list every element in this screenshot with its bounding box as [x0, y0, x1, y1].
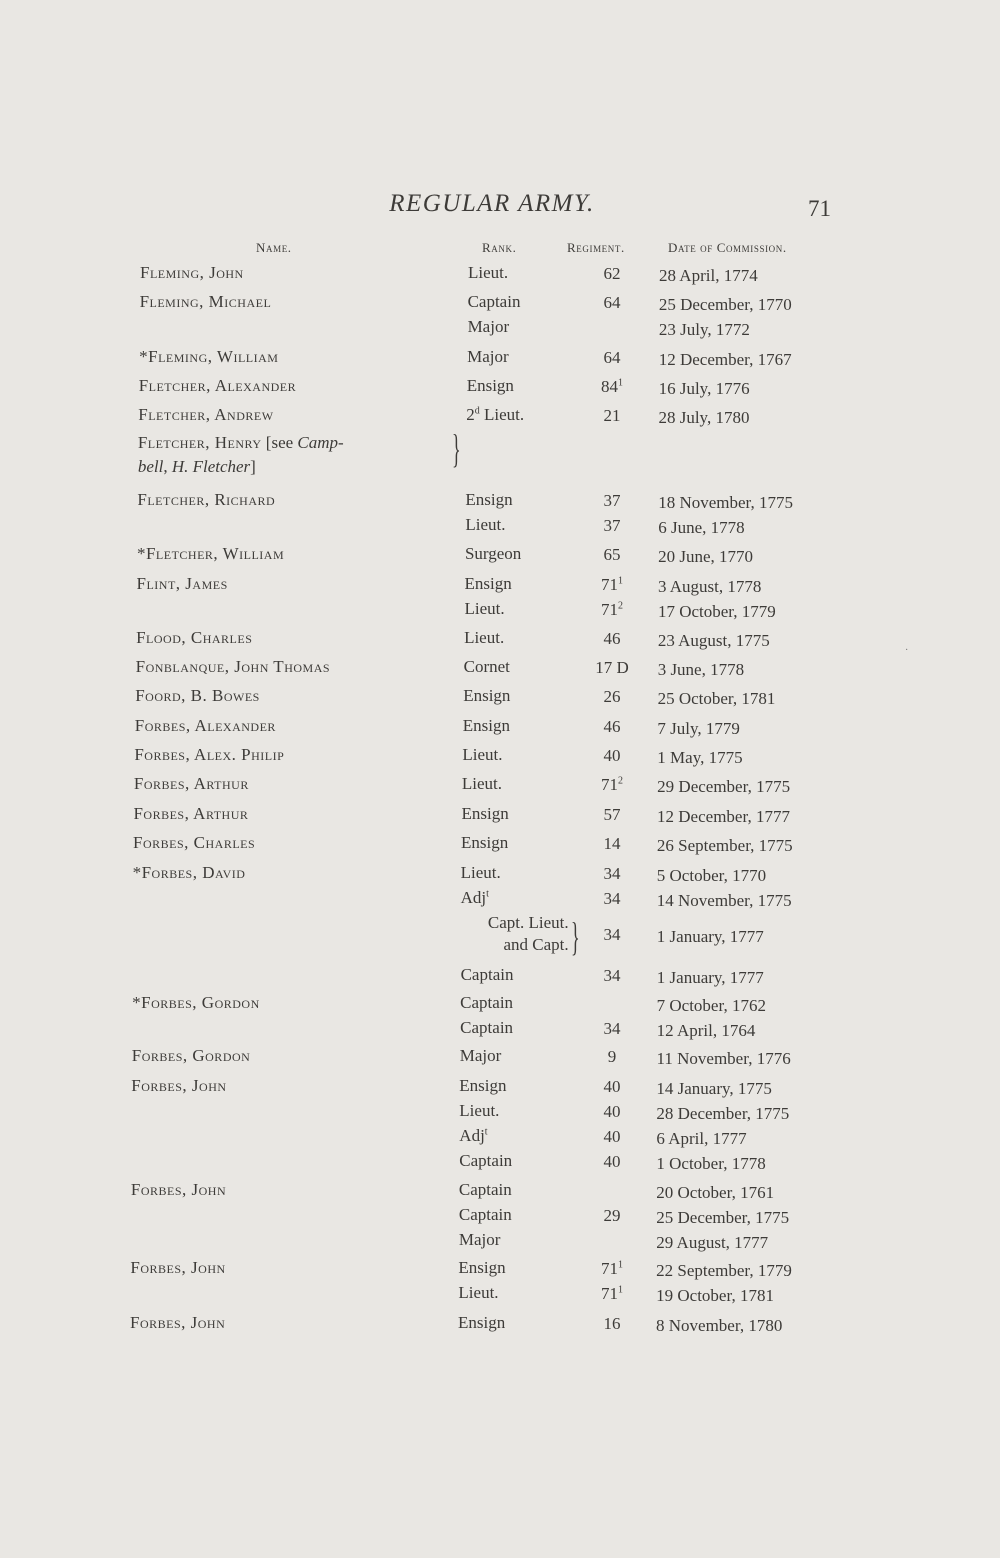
commission-line: [0, 833, 1000, 859]
commission-line: [0, 1126, 1000, 1152]
regiment: [582, 406, 642, 426]
rank: [462, 774, 502, 794]
officer-name-cross-reference: [138, 433, 344, 477]
commission-line: [0, 405, 1000, 431]
regiment-number: 34: [603, 1019, 621, 1038]
commission-date: 5 October, 1770: [656, 866, 767, 885]
commission-line: [0, 1151, 1000, 1177]
rank-text: Captain: [460, 1018, 514, 1037]
rank-text: Ensign: [466, 376, 514, 395]
officer-name: Fleming, Michael: [139, 292, 272, 311]
column-header-rank: Rank.: [482, 240, 517, 255]
officer-name: Fletcher, Alexander: [138, 376, 297, 395]
regiment-number: 17 D: [595, 658, 629, 677]
regiment-battalion: 1: [618, 575, 623, 587]
rank: [459, 1101, 499, 1121]
regiment-number: 16: [603, 1314, 621, 1333]
commission-line: [0, 574, 1000, 600]
rank: [461, 804, 508, 824]
rank-text: Lieut.: [465, 515, 506, 534]
commission-date: 14 November, 1775: [656, 891, 792, 910]
commission-line: [0, 1258, 1000, 1284]
commission-date: 28 December, 1775: [656, 1104, 790, 1123]
rank-text: Captain: [459, 1151, 513, 1170]
commission-line: [0, 1283, 1000, 1309]
regiment: [582, 966, 642, 986]
regiment: [582, 1152, 642, 1172]
commission-line: [0, 376, 1000, 402]
rank: [458, 1313, 505, 1333]
regiment: [582, 491, 642, 511]
rank: [461, 965, 514, 985]
rank-text: Major: [467, 347, 509, 366]
see-reference: [see: [261, 433, 298, 452]
rank: [459, 1205, 512, 1225]
rank-text: Ensign: [458, 1313, 506, 1332]
officer-name: Forbes, Arthur: [133, 774, 249, 793]
see-reference-name: bell: [137, 457, 164, 476]
commission-date: 20 June, 1770: [658, 547, 753, 566]
commission-line: [0, 1018, 1000, 1044]
commission-line: [0, 716, 1000, 742]
rank-text: Major: [467, 317, 510, 336]
commission-date: 20 October, 1761: [656, 1183, 775, 1202]
commission-date: 1 October, 1778: [656, 1154, 766, 1173]
regiment-number: 71: [601, 775, 618, 794]
regiment: [582, 1102, 642, 1122]
regiment: [582, 377, 642, 397]
officer-name: Forbes, John: [130, 1258, 226, 1277]
regiment-number: 21: [603, 406, 621, 425]
commission-line: [0, 993, 1000, 1019]
regiment-number: 40: [603, 1127, 621, 1146]
regiment: [582, 1206, 642, 1226]
see-reference-name: Camp-: [297, 433, 344, 452]
regiment: [582, 516, 642, 536]
column-header-date: Date of Commission.: [668, 240, 787, 255]
bracket: ]: [250, 457, 256, 476]
separator: ,: [163, 457, 172, 476]
officer-name: Fleming, John: [140, 263, 244, 282]
rank-text: Lieut.: [464, 628, 505, 647]
regiment: 34: [603, 925, 621, 944]
commission-line: [0, 686, 1000, 712]
commission-line: [0, 888, 1000, 914]
commission-date: 23 August, 1775: [657, 631, 770, 650]
regiment: [582, 293, 642, 313]
commission-date: 3 June, 1778: [657, 660, 745, 679]
regiment: [582, 1314, 642, 1334]
rank-text: Ensign: [461, 833, 509, 852]
officer-name: Forbes, Alex. Philip: [134, 745, 285, 764]
rank: [465, 490, 512, 510]
rank: [461, 888, 489, 908]
regiment: [582, 805, 642, 825]
commission-date: 18 November, 1775: [658, 493, 794, 512]
rank-text: Lieut.: [462, 745, 503, 764]
regiment-number: 71: [601, 1284, 618, 1303]
name-line-1: [138, 433, 344, 453]
rank-line-1: Capt. Lieut.: [487, 913, 569, 932]
rank-text: Captain: [460, 993, 514, 1012]
regiment: [582, 864, 642, 884]
commission-date: 6 April, 1777: [656, 1129, 747, 1148]
rank-line-2: and Capt.: [503, 935, 569, 954]
regiment-number: 57: [603, 805, 621, 824]
commission-date: 23 July, 1772: [658, 320, 750, 339]
officer-name: Forbes, Alexander: [134, 716, 276, 735]
rank: [463, 686, 510, 706]
officer-name: Forbes, Arthur: [133, 804, 249, 823]
rank-text: Captain: [458, 1180, 512, 1199]
regiment-number: 40: [603, 1077, 621, 1096]
regiment: [582, 658, 642, 678]
rank: [464, 657, 510, 677]
rank: [466, 405, 524, 425]
officer-name: Foord, B. Bowes: [135, 686, 260, 705]
rank: [459, 1126, 487, 1146]
rank-text: Ensign: [465, 490, 513, 509]
rank-text: Captain: [458, 1205, 512, 1224]
officer-name: Forbes, John: [130, 1313, 226, 1332]
officer-name: *Forbes, Gordon: [132, 993, 260, 1012]
commission-date: 22 September, 1779: [656, 1261, 792, 1280]
column-header-name: Name.: [256, 240, 292, 255]
officer-name: Flint, James: [136, 574, 228, 593]
regiment: [582, 687, 642, 707]
rank-text: Captain: [460, 965, 514, 984]
rank: [465, 574, 512, 594]
book-page: REGULAR ARMY. 71 Name. Rank. Regiment. Date of Commission. Fleming, John Lieut. 62 28 April, 1774 Fleming, Michael Captain 64 25 December, 1770 Major 23 July, 1772 *Fleming, William Major 64 12 December, 1767 Fletcher, Alexander Ensign $84^1$ 16 July, 1776 Fletcher, Andrew 2$^d$ Lieut. 21 28 July, 1780 Fletcher, Henry [see Camp- bell, H. Fletcher] } Fletcher, Richard Ensign 37 18 November, 1775 Lieut. 37 6 June, 1778 *Fletcher, William Surgeon 65 20 June, 1770 Flint, James Ensign $71^1$ 3 August, 1778 Lieut. $71^2$ 17 October, 1779 Flood, Charles Lieut. 46 23 August, 1775 Fonblanque, John Thomas Cornet 17 D 3 June, 1778 Foord, B. Bowes Ensign 26 25 October, 1781 Forbes, Alexander Ensign 46 7 July, 1779 Forbes, Alex. Philip Lieut. 40 1 May, 1775 Forbes, Arthur Lieut. $71^2$ 29 December, 1775 Forbes, Arthur Ensign 57 12 December, 1777 Forbes, Charles Ensign 14 26 September, 1775 *Forbes, David Lieut. 34 5 October, 1770 Adj$^t$ 34 14 November, 1775 Capt. Lieut. and Capt. } 34 1 January, 1777 Captain 34 1 January, 1777 *Forbes, Gordon Captain 7 October, 1762 Captain 34 12 April, 1764 Forbes, Gordon Major 9 11 November, 1776 Forbes, John Ensign 40 14 January, 1775 Lieut. 40 28 December, 1775 Adj$^t$ 40 6 April, 1777 Captain 40 1 October, 1778 Forbes, John Captain 20 October, 1761 Captain 29 25 December, 1775 Major 29 August, 1777 Forbes, John Ensign $71^1$ 22 September, 1779 Lieut. $71^1$ 19 October, 1781 Forbes, John Ensign 16 8 November, 1780 ·: [0, 0, 1000, 1558]
commission-date: 25 October, 1781: [657, 689, 776, 708]
rank-text: Ensign: [463, 686, 511, 705]
commission-line: [0, 1180, 1000, 1206]
regiment-number: 40: [603, 1102, 621, 1121]
commission-date: 7 July, 1779: [657, 719, 740, 738]
rank-superscript: t: [484, 1126, 488, 1138]
regiment-number: 37: [603, 491, 621, 510]
regiment-number: 71: [601, 600, 618, 619]
regiment-battalion: 1: [618, 1284, 623, 1296]
rank-text: 2: [466, 405, 475, 424]
regiment: [582, 1259, 642, 1279]
commission-line: [0, 628, 1000, 654]
commission-line: [0, 515, 1000, 541]
commission-line: [0, 317, 1000, 343]
officer-name: Forbes, John: [131, 1076, 227, 1095]
rank-text: Lieut.: [464, 599, 505, 618]
regiment: [582, 746, 642, 766]
brace-glyph: }: [452, 426, 461, 471]
regiment-number: 9: [607, 1047, 617, 1066]
rank-superscript: t: [486, 888, 489, 900]
commission-line: [0, 965, 1000, 991]
rank: [460, 1046, 502, 1066]
regiment-number: 26: [603, 687, 621, 706]
regiment: [582, 889, 642, 909]
officer-name: Forbes, Charles: [133, 833, 256, 852]
rank-text: Captain: [467, 292, 521, 311]
commission-line: [0, 1205, 1000, 1231]
commission-date: 17 October, 1779: [657, 602, 776, 621]
regiment: [582, 575, 642, 595]
rank: [459, 1230, 501, 1250]
commission-date: 25 December, 1770: [658, 295, 792, 314]
rank: [465, 544, 521, 564]
commission-date: 6 June, 1778: [658, 518, 745, 537]
regiment: [582, 600, 642, 620]
regiment-number: 64: [603, 348, 621, 367]
commission-line: [0, 1046, 1000, 1072]
commission-line: [0, 1101, 1000, 1127]
commission-date: 3 August, 1778: [657, 577, 762, 596]
regiment-battalion: 2: [618, 775, 623, 787]
commission-date: 1 January, 1777: [656, 927, 764, 946]
regiment: [582, 775, 642, 795]
officer-name: Fonblanque, John Thomas: [135, 657, 331, 676]
rank-text: Cornet: [463, 657, 510, 676]
rank: [459, 1180, 512, 1200]
commission-line: [0, 490, 1000, 516]
commission-date: 29 August, 1777: [656, 1233, 769, 1252]
commission-line: [0, 1230, 1000, 1256]
rank: [458, 1283, 498, 1303]
officer-name: Fletcher, Richard: [137, 490, 276, 509]
commission-line: [0, 347, 1000, 373]
commission-date: 12 December, 1777: [657, 807, 790, 826]
regiment: [582, 545, 642, 565]
regiment: [582, 1019, 642, 1039]
commission-date: 29 December, 1775: [657, 777, 791, 796]
rank: [465, 599, 505, 619]
commission-date: 12 December, 1767: [658, 350, 792, 369]
regiment-number: 46: [603, 629, 621, 648]
commission-date: 11 November, 1776: [656, 1049, 791, 1068]
regiment-number: 34: [603, 889, 621, 908]
regiment-number: 37: [603, 516, 621, 535]
commission-date: 12 April, 1764: [656, 1021, 756, 1040]
rank: [468, 292, 521, 312]
rank: [465, 515, 505, 535]
officer-name: *Fletcher, William: [136, 544, 285, 563]
commission-date: 1 January, 1777: [656, 968, 764, 987]
rank: [459, 1076, 506, 1096]
regiment-number: 34: [603, 864, 621, 883]
regiment-number: 40: [603, 746, 621, 765]
rank: [459, 1151, 512, 1171]
regiment-number: 62: [603, 264, 621, 283]
commission-line: [0, 745, 1000, 771]
regiment-number: 40: [603, 1152, 621, 1171]
brace-glyph: }: [570, 914, 580, 959]
regiment: [582, 348, 642, 368]
regiment-number: 34: [603, 966, 621, 985]
name-line-2: [138, 457, 344, 477]
rank: [458, 1258, 505, 1278]
rank-text: Major: [458, 1230, 501, 1249]
rank: [449, 913, 569, 955]
page-number: 71: [808, 196, 831, 221]
regiment: [582, 1077, 642, 1097]
regiment-number: 65: [603, 545, 621, 564]
officer-name: Forbes, Gordon: [131, 1046, 251, 1065]
commission-date: 16 July, 1776: [658, 379, 750, 398]
regiment-number: 29: [603, 1206, 621, 1225]
officer-name: *Fleming, William: [139, 347, 279, 366]
commission-date: 1 May, 1775: [657, 748, 743, 767]
rank: [461, 833, 508, 853]
column-header-regiment: Regiment.: [567, 240, 625, 255]
rank-superscript: d: [474, 405, 480, 417]
commission-line: [0, 863, 1000, 889]
regiment-battalion: 1: [618, 1259, 623, 1271]
regiment: [582, 1047, 642, 1067]
commission-date: 14 January, 1775: [656, 1079, 772, 1098]
commission-date: 25 December, 1775: [656, 1208, 790, 1227]
rank: [461, 863, 501, 883]
officer-name: Fletcher, Andrew: [138, 405, 274, 424]
commission-line: [0, 774, 1000, 800]
commission-line: [0, 1076, 1000, 1102]
officer-name: Flood, Charles: [136, 628, 253, 647]
rank-text: Ensign: [462, 716, 511, 735]
rank-text: Lieut.: [468, 263, 509, 282]
commission-line: [0, 263, 1000, 289]
officer-name: *Forbes, David: [132, 863, 246, 882]
rank: [460, 993, 513, 1013]
regiment-number: 71: [601, 575, 618, 594]
commission-line: [0, 1313, 1000, 1339]
regiment-battalion: 2: [618, 600, 623, 612]
rank: [467, 347, 509, 367]
regiment: [582, 717, 642, 737]
officer-name: Forbes, John: [130, 1180, 227, 1199]
commission-line: [0, 544, 1000, 570]
rank-text: Lieut.: [461, 774, 503, 793]
rank-text: Major: [459, 1046, 502, 1065]
commission-line: [0, 913, 1000, 959]
rank-text: Ensign: [458, 1258, 506, 1277]
commission-date: 19 October, 1781: [656, 1286, 774, 1305]
regiment-number: 84: [601, 377, 618, 396]
regiment: [582, 264, 642, 284]
rank-text: Surgeon: [464, 544, 522, 563]
regiment: [582, 629, 642, 649]
regiment-number: 14: [603, 834, 621, 853]
rank: [468, 317, 510, 337]
rank: [467, 376, 514, 396]
rank-text: Lieut.: [460, 863, 501, 882]
regiment: [582, 834, 642, 854]
commission-date: 28 April, 1774: [659, 266, 758, 285]
commission-line: [0, 292, 1000, 318]
regiment-battalion: 1: [618, 377, 623, 389]
regiment: [582, 1127, 642, 1147]
rank-text: Ensign: [459, 1076, 507, 1095]
regiment-number: 71: [601, 1259, 618, 1278]
rank: [460, 1018, 513, 1038]
commission-date: 8 November, 1780: [656, 1316, 783, 1335]
regiment-number: 46: [603, 717, 621, 736]
officer-name: Fletcher, Henry: [137, 433, 262, 452]
commission-date: 26 September, 1775: [656, 836, 793, 855]
rank-text: Lieut.: [459, 1101, 500, 1120]
rank: [468, 263, 508, 283]
rank-text: Ensign: [464, 574, 512, 593]
rank-text-rest: Lieut.: [479, 405, 525, 424]
rank: [464, 628, 504, 648]
commission-line: [0, 599, 1000, 625]
rank: [463, 716, 510, 736]
rank-text: Lieut.: [458, 1283, 499, 1302]
commission-line: [0, 657, 1000, 683]
regiment-number: 64: [603, 293, 621, 312]
commission-date: 7 October, 1762: [656, 996, 766, 1015]
commission-date: 28 July, 1780: [658, 408, 750, 427]
rank: [462, 745, 502, 765]
rank-text: Ensign: [461, 804, 509, 823]
regiment: [582, 1284, 642, 1304]
see-reference-name: H. Fletcher: [171, 457, 251, 476]
rank-text: Adj: [460, 888, 487, 907]
running-title: REGULAR ARMY.: [389, 190, 595, 217]
rank-text: Adj: [459, 1126, 485, 1145]
commission-line: [0, 804, 1000, 830]
